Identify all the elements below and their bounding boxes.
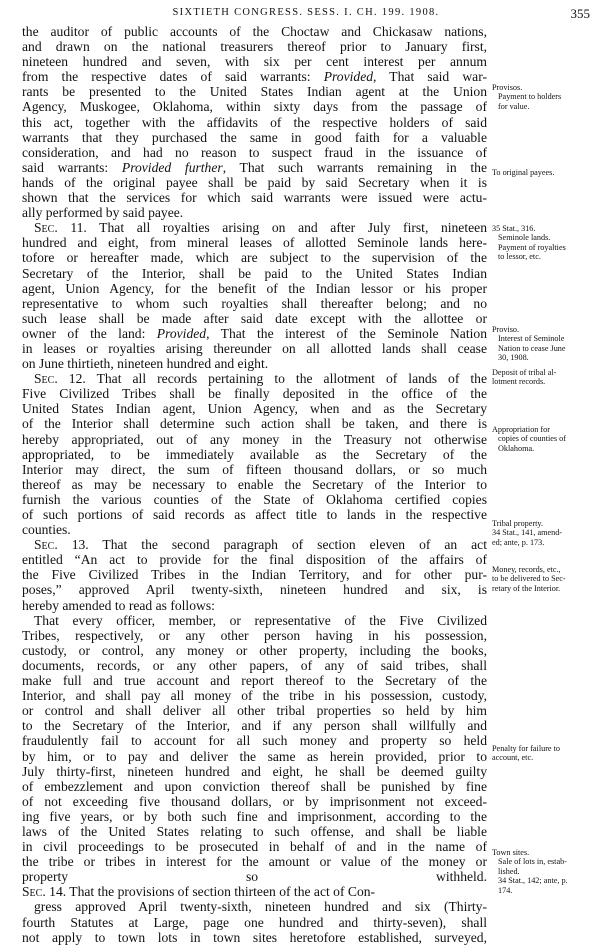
running-head: SIXTIETH CONGRESS. SESS. I. CH. 199. 1908. (172, 7, 440, 18)
body-line: this act, together with the affidavits of the respective holders of said (22, 114, 487, 130)
body-line: July thirty-first, nineteen hundred and eight, he shall be deemed guilty (22, 763, 487, 779)
body-line: Sec. 13. That the second paragraph of section eleven of an act (34, 537, 487, 553)
margin-note-seminole-interest (492, 325, 600, 363)
body-text (22, 24, 487, 945)
margin-note-line: Seminole lands. (498, 233, 551, 243)
margin-note-line: for value. (498, 101, 530, 111)
body-line: agent, Union Agency, for the benefit of the Indian lessor or his proper (22, 280, 487, 296)
body-line: Secretary of the Interior, shall be paid to the United States Indian (22, 265, 487, 281)
margin-note-line: Appropriation for (492, 425, 550, 434)
body-line: hereby amended to read as follows: (22, 597, 215, 613)
body-line: thereof as may be necessary to enable the Secretary of the Interior to (22, 476, 487, 492)
body-line: Agency, Muskogee, Oklahoma, within sixty days from the passage of (22, 99, 487, 115)
body-line: hands of the original payee shall be paid by said Secretary when it is (22, 174, 487, 190)
margin-note-line: 35 Stat., 316. (492, 224, 536, 233)
margin-note-appropriation (492, 425, 600, 453)
margin-note-line: copies of counties of (498, 434, 566, 444)
body-line: gress approved April twenty-sixth, nineteen hundred and six (Thirty- (34, 899, 487, 915)
margin-note-line: Oklahoma. (498, 443, 535, 453)
body-line: warrants that they purchased the same in good faith for a valuable (22, 129, 487, 145)
body-line: United States Indian agent, Union Agency, when and as the Secretary (22, 401, 487, 417)
margin-note-line: 34 Stat., 141, amend- (492, 528, 563, 538)
margin-note-original-payees (492, 168, 600, 177)
body-line: laws of the United States relating to such offense, and shall be liable (22, 823, 487, 839)
body-line: the auditor of public accounts of the Choctaw and Chickasaw nations, (22, 24, 487, 39)
body-line: Interior may direct, the sum of fifteen thousand dollars, or so much (22, 461, 487, 477)
body-line: from the respective dates of said warrants: Provided, That said war- (22, 69, 487, 85)
margin-note-line: Payment to holders (498, 92, 562, 102)
body-line: and drawn on the national treasurers thereof prior to January first, (22, 39, 487, 55)
margin-note-money-records (492, 565, 600, 593)
body-line: by him, or to pay and deliver the same as herein provided, prior to (22, 748, 487, 764)
body-line: of embezzlement and upon conviction thereof shall be punished by fine (22, 778, 487, 794)
body-line: counties. (22, 522, 71, 538)
body-line: documents, records, or any other papers, of any of said tribes, shall (22, 657, 487, 673)
margin-note-line: Payment of royalties (498, 242, 566, 252)
body-line: entitled “An act to provide for the final disposition of the affairs of (22, 552, 487, 568)
body-line: of not exceeding five thousand dollars, or by imprisonment not exceed- (22, 793, 487, 809)
margin-note-penalty (492, 744, 600, 763)
body-line: the tribe or tribes in interest for the amount or value of the money or (22, 854, 487, 870)
margin-note-line: Penalty for failure to (492, 744, 560, 753)
body-line: shown that the services for which said warrants were issued were actu- (22, 190, 487, 206)
margin-note-line: Nation to cease June (498, 343, 566, 353)
body-line: such lease shall be made after said date except with the allottee or (22, 310, 487, 326)
body-line: on June thirtieth, nineteen hundred and eight. (22, 356, 269, 372)
body-line: the Five Civilized Tribes in the Indian Territory, and for other pur- (22, 567, 487, 583)
body-line: fraudulently fail to account for all such money and property so held (22, 733, 487, 749)
body-line: ally performed by said payee. (22, 205, 184, 221)
body-line: Tribes, respectively, or any other person having in his possession, (22, 627, 487, 643)
body-line: not apply to town lots in town sites heretofore established, surveyed, (22, 929, 487, 945)
margin-note-town-sites (492, 848, 600, 895)
margin-note-line: account, etc. (492, 753, 534, 763)
margin-note-line: ed; ante, p. 173. (492, 537, 545, 547)
body-line: in leases or royalties arising thereunder on all allotted lands shall cease (22, 340, 487, 356)
page-number: 355 (570, 6, 590, 21)
body-line: rants be presented to the United States Indian agent at the Union (22, 84, 487, 100)
body-line: said warrants: Provided further, That such warrants remaining in the (22, 159, 487, 175)
running-header (0, 0, 600, 22)
margin-note-line: lotment records. (492, 377, 546, 387)
body-line: or control and shall deliver all other tribal properties so held by him (22, 703, 487, 719)
margin-note-line: to be delivered to Sec- (492, 574, 566, 584)
body-line: Sec. 14. That the provisions of section thirteen of the act of Con- (22, 884, 376, 900)
body-line: Five Civilized Tribes shall be finally deposited in the office of the (22, 386, 487, 402)
margin-note-line: Proviso. (492, 325, 520, 334)
body-line: to the Secretary of the Interior, and if any person shall willfully and (22, 718, 487, 734)
body-line: custody, or control, any money or other property, including the books, (22, 642, 487, 658)
margin-note-line: To original payees. (492, 168, 555, 177)
margin-note-seminole-royalties (492, 224, 600, 262)
margin-note-line: 174. (498, 885, 513, 895)
body-line: of the Interior shall determine such action shall be taken, and there is (22, 416, 487, 432)
body-line: tofore or hereafter made, which are subject to the supervision of the (22, 250, 487, 266)
margin-note-line: Money, records, etc., (492, 565, 561, 574)
body-line: in civil proceedings to be prosecuted in behalf of and in the name of (22, 839, 487, 855)
margin-note-line: lished. (498, 866, 520, 876)
body-line: consideration, and had no reason to suspect fraud in the issuance of (22, 144, 487, 160)
margin-note-line: Town sites. (492, 848, 530, 857)
body-line: of such portions of said records as affect title to lands in the respective (22, 507, 487, 522)
body-line: nineteen hundred and seven, with six per cent interest per annum (22, 54, 487, 70)
body-line: hundred and eight, from mineral leases of allotted Seminole lands here- (22, 235, 487, 251)
body-line: owner of the land: Provided, That the interest of the Seminole Nation (22, 325, 487, 341)
margin-note-line: Interest of Seminole (498, 334, 565, 344)
margin-note-line: retary of the Interior. (492, 583, 561, 593)
margin-note-line: Sale of lots in, estab- (498, 857, 567, 867)
margin-note-tribal-property (492, 519, 600, 547)
body-line: hereby appropriated, out of any money in the Treasury not otherwise (22, 431, 487, 447)
body-line: appropriated, to be immediately available as the Secretary of the (22, 446, 487, 462)
margin-note-line: Deposit of tribal al- (492, 368, 557, 377)
body-line: ing five years, or by both such fine and imprisonment, according to the (22, 808, 487, 824)
body-line: fourth Statutes at Large, page one hundred and thirty-seven), shall (22, 914, 487, 930)
body-line: poses,” approved April twenty-sixth, nineteen hundred and six, is (22, 582, 487, 598)
margin-note-line: 34 Stat., 142; ante, p. (498, 876, 568, 886)
margin-note-line: Tribal property. (492, 519, 544, 528)
body-line: make full and true account and report thereof to the Secretary of the (22, 673, 487, 689)
margin-note-deposit-records (492, 368, 600, 387)
body-line: Sec. 12. That all records pertaining to the allotment of lands of the (34, 371, 487, 387)
margin-note-line: to lessor, etc. (498, 252, 541, 262)
body-line: Sec. 11. That all royalties arising on and after July first, nineteen (34, 220, 487, 236)
body-line: Interior, and shall pay all money of the tribe in his possession, custody, (22, 688, 487, 704)
body-line: property so withheld. (22, 869, 487, 885)
body-line: furnish the various counties of the State of Oklahoma certified copies (22, 491, 487, 507)
margin-note-line: Provisos. (492, 83, 523, 92)
margin-note-line: 30, 1908. (498, 353, 529, 363)
body-line: That every officer, member, or representative of the Five Civilized (34, 612, 487, 628)
margin-note-provisos (492, 83, 600, 111)
body-line: representative to whom such royalties shall thereafter belong; and no (22, 295, 487, 311)
